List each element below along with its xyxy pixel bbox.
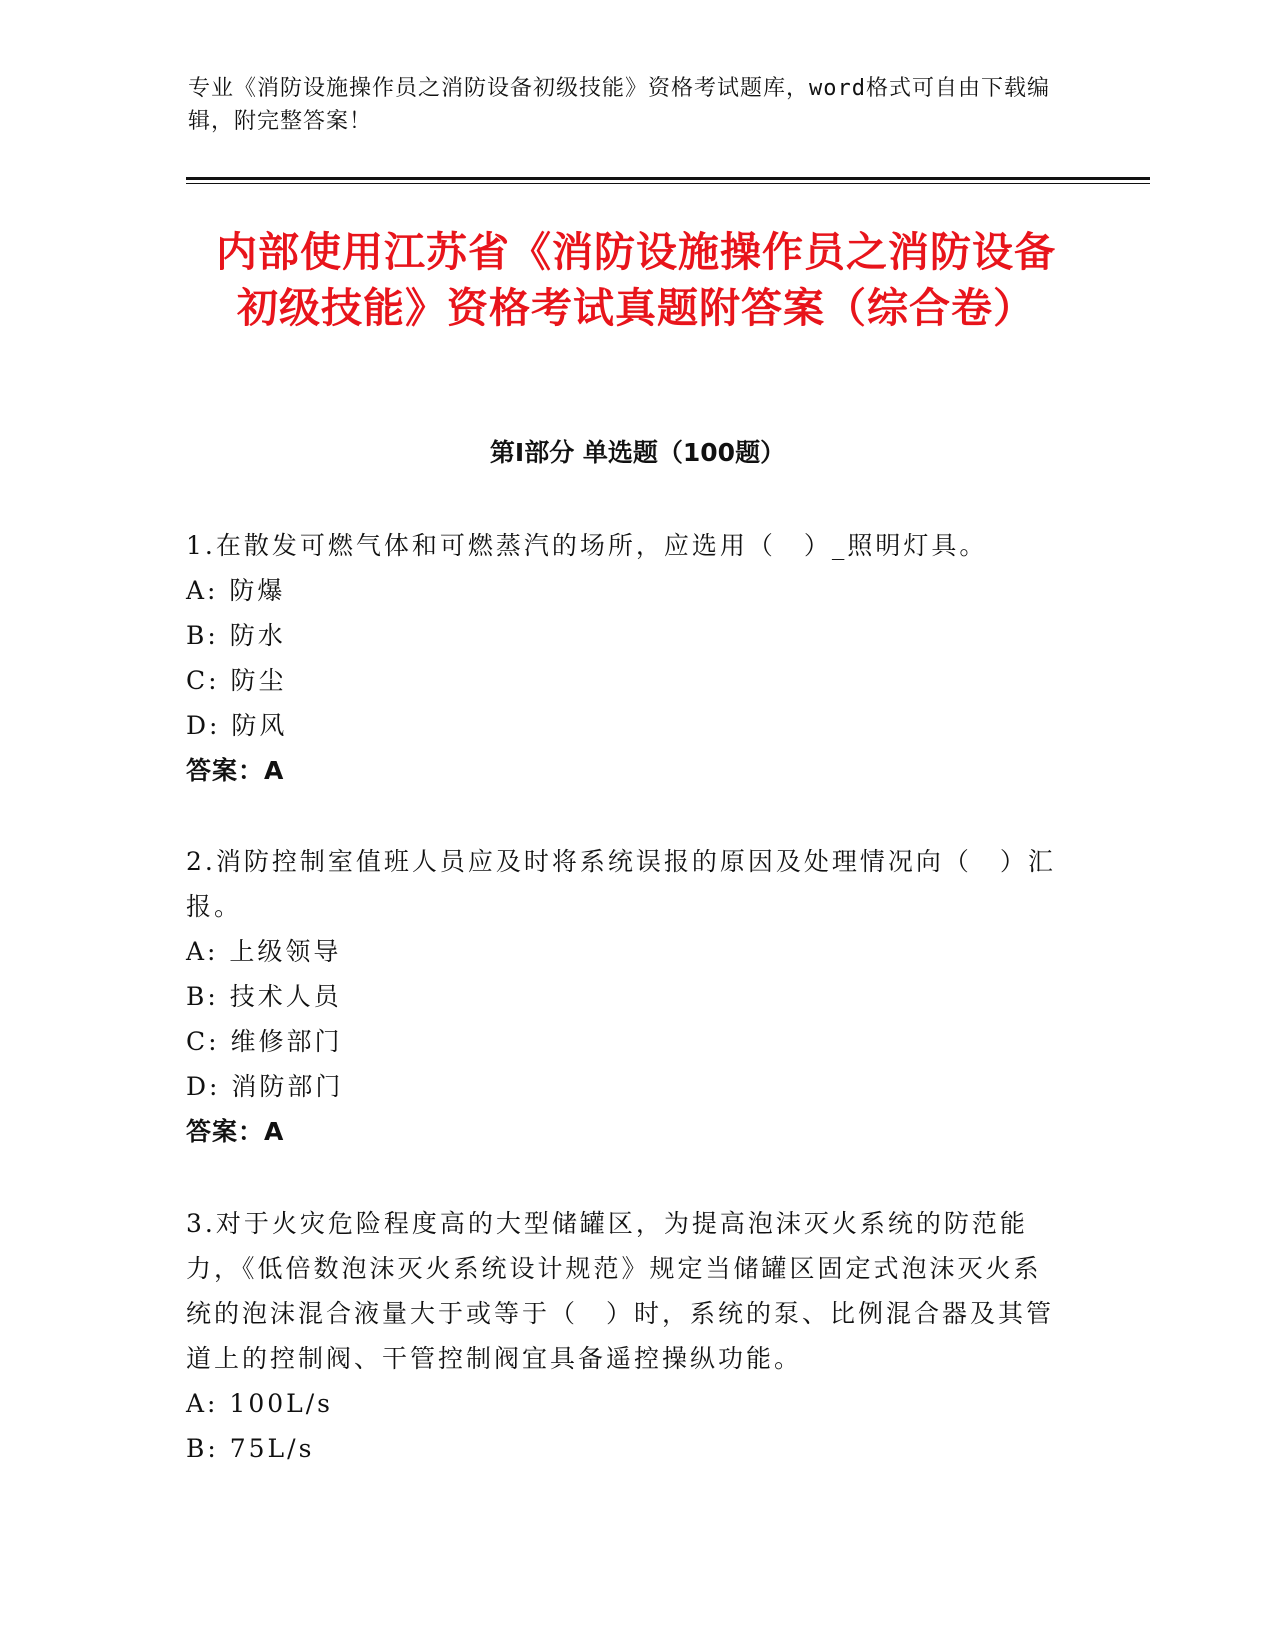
header-divider-thin <box>186 183 1150 184</box>
question-3 <box>186 1201 1066 1471</box>
option-b: B: 75L/s <box>186 1434 315 1463</box>
option-a: A: 100L/s <box>186 1389 333 1418</box>
header-note: 专业《消防设施操作员之消防设备初级技能》资格考试题库，word格式可自由下载编辑，附完整答案！ <box>188 76 1050 134</box>
answer-line: 答案：A <box>186 756 285 785</box>
question-stem: 3.对于火灾危险程度高的大型储罐区，为提高泡沫灭火系统的防范能力，《低倍数泡沫灭火系统设计规范》规定当储罐区固定式泡沫灭火系统的泡沫混合液量大于或等于（ ）时，系统的泵、比例混合器及其管道上的控制阀、干管控制阀宜具备遥控操纵功能。 <box>186 1209 1055 1373</box>
option-a: A: 上级领导 <box>186 937 342 966</box>
document-title: 内部使用江苏省《消防设施操作员之消防设备初级技能》资格考试真题附答案（综合卷） <box>216 228 1056 332</box>
option-d: D: 防风 <box>186 711 288 740</box>
option-d: D: 消防部门 <box>186 1072 344 1101</box>
option-b: B: 技术人员 <box>186 982 342 1011</box>
header-divider-thick <box>186 177 1150 180</box>
question-1 <box>186 523 1066 793</box>
section-title: 第Ⅰ部分 单选题（100题） <box>489 438 786 467</box>
question-2 <box>186 839 1066 1154</box>
question-stem: 1.在散发可燃气体和可燃蒸汽的场所，应选用（ ）_照明灯具。 <box>186 531 988 560</box>
option-c: C: 防尘 <box>186 666 287 695</box>
option-b: B: 防水 <box>186 621 286 650</box>
option-a: A: 防爆 <box>186 576 286 605</box>
answer-line: 答案：A <box>186 1117 285 1146</box>
question-stem: 2.消防控制室值班人员应及时将系统误报的原因及处理情况向（ ）汇报。 <box>186 847 1056 921</box>
option-c: C: 维修部门 <box>186 1027 343 1056</box>
